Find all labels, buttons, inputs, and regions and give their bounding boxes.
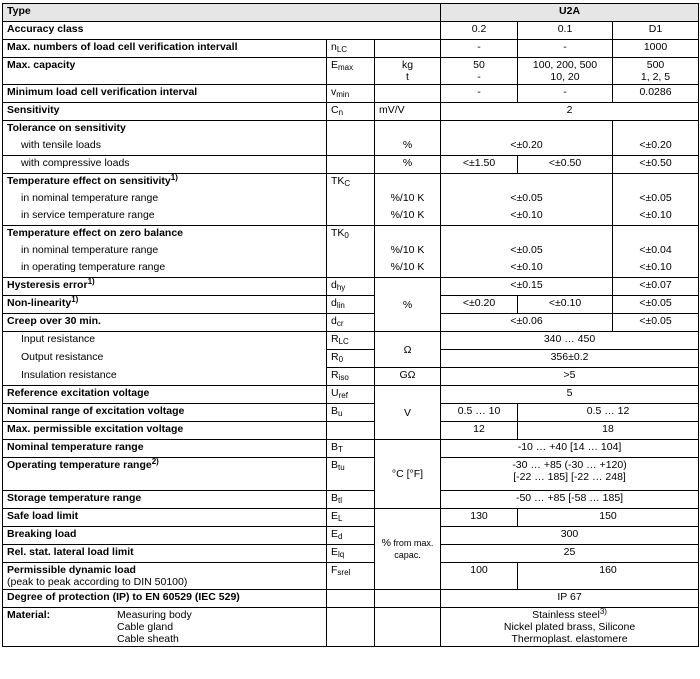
type-label: Type: [3, 4, 441, 22]
reference-excitation-symbol: Uref: [327, 386, 375, 404]
dynamic-load-bc: 160: [518, 563, 699, 590]
tk0-nominal-label: in nominal temperature range: [3, 243, 327, 260]
accuracy-class-c2: 0.1: [518, 22, 613, 40]
material-cable-gland: Cable gland: [117, 621, 174, 633]
operating-temperature-value: -30 … +85 (-30 … +120) [-22 … 185] [-22 … 248]: [441, 458, 699, 491]
insulation-resistance-symbol: Riso: [327, 368, 375, 386]
material-label: Material:: [7, 609, 51, 621]
excitation-unit: V: [375, 386, 441, 440]
breaking-load-value: 300: [441, 527, 699, 545]
tkc-service-unit: %/10 K: [375, 208, 441, 226]
sensitivity-symbol: Cn: [327, 103, 375, 121]
tkc-nominal-ab: <±0.05: [441, 191, 613, 208]
input-resistance-value: 340 … 450: [441, 332, 699, 350]
row-dynamic-load: [3, 563, 699, 590]
tk0-nominal-unit: %/10 K: [375, 243, 441, 260]
tolerance-tensile-label: with tensile loads: [3, 138, 327, 156]
tolerance-compressive-b: <±0.50: [518, 156, 613, 174]
row-degree-of-protection: [3, 590, 699, 608]
tolerance-compressive-a: <±1.50: [441, 156, 518, 174]
tolerance-heading: Tolerance on sensitivity: [3, 121, 327, 139]
insulation-resistance-value: >5: [441, 368, 699, 386]
tk0-symbol: TK0: [327, 226, 375, 244]
protection-label: Degree of protection (IP) to EN 60529 (IEC 529): [3, 590, 327, 608]
nlc-c3: 1000: [613, 40, 699, 58]
row-sensitivity: [3, 103, 699, 121]
reference-excitation-value: 5: [441, 386, 699, 404]
max-capacity-label: Max. capacity: [3, 58, 327, 85]
nominal-temperature-label: Nominal temperature range: [3, 440, 327, 458]
material-cable-sheath: Cable sheath: [117, 633, 179, 645]
specification-table: [2, 3, 699, 647]
material-values: Stainless steel$^{3)}$ Nickel plated brass, Silicone Thermoplast. elastomere: [441, 608, 699, 647]
row-output-resistance: [3, 350, 699, 368]
vmin-label: Minimum load cell verification interval: [3, 85, 327, 103]
vmin-c1: -: [441, 85, 518, 103]
nominal-excitation-label: Nominal range of excitation voltage: [3, 404, 327, 422]
lateral-load-value: 25: [441, 545, 699, 563]
creep-symbol: dcr: [327, 314, 375, 332]
nominal-temperature-symbol: BT: [327, 440, 375, 458]
tolerance-tensile-c: <±0.20: [613, 138, 699, 156]
input-resistance-symbol: RLC: [327, 332, 375, 350]
lateral-load-symbol: Elq: [327, 545, 375, 563]
row-max-capacity: [3, 58, 699, 85]
row-creep: [3, 314, 699, 332]
type-model: U2A: [441, 4, 699, 22]
tk0-operating-c: <±0.10: [613, 260, 699, 278]
tkc-service-label: in service temperature range: [3, 208, 327, 226]
tk0-nominal-ab: <±0.05: [441, 243, 613, 260]
nominal-excitation-bc: 0.5 … 12: [518, 404, 699, 422]
tk0-operating-label: in operating temperature range: [3, 260, 327, 278]
insulation-resistance-unit: GΩ: [375, 368, 441, 386]
input-resistance-label: Input resistance: [3, 332, 327, 350]
row-insulation-resistance: [3, 368, 699, 386]
nlc-label: Max. numbers of load cell verification intervall: [3, 40, 327, 58]
row-hysteresis: [3, 278, 699, 296]
row-tkc-service: [3, 208, 699, 226]
row-non-linearity: [3, 296, 699, 314]
row-vmin: [3, 85, 699, 103]
tk0-heading: Temperature effect on zero balance: [3, 226, 327, 244]
tkc-symbol: TKC: [327, 174, 375, 192]
row-tk0-heading: [3, 226, 699, 244]
row-material: [3, 608, 699, 647]
row-tk0-nominal: [3, 243, 699, 260]
row-input-resistance: [3, 332, 699, 350]
tolerance-compressive-unit: %: [375, 156, 441, 174]
breaking-load-label: Breaking load: [3, 527, 327, 545]
safe-load-limit-a: 130: [441, 509, 518, 527]
non-linearity-c: <±0.05: [613, 296, 699, 314]
load-unit-percent: % from max. capac.: [375, 509, 441, 590]
row-nominal-temperature: [3, 440, 699, 458]
nominal-temperature-value: -10 … +40 [14 … 104]: [441, 440, 699, 458]
row-lateral-load: [3, 545, 699, 563]
resistance-unit-ohm: Ω: [375, 332, 441, 368]
non-linearity-b: <±0.10: [518, 296, 613, 314]
operating-temperature-label: Operating temperature range$^{2)}$: [3, 458, 327, 491]
reference-excitation-label: Reference excitation voltage: [3, 386, 327, 404]
hysteresis-label: Hysteresis error$^{1)}$: [3, 278, 327, 296]
max-capacity-units: kg t: [375, 58, 441, 85]
tk0-nominal-c: <±0.04: [613, 243, 699, 260]
tolerance-compressive-label: with compressive loads: [3, 156, 327, 174]
row-tolerance-heading: [3, 121, 699, 139]
row-tk0-operating: [3, 260, 699, 278]
storage-temperature-label: Storage temperature range: [3, 491, 327, 509]
max-excitation-label: Max. permissible excitation voltage: [3, 422, 327, 440]
material-label-cell: [3, 608, 327, 647]
non-linearity-symbol: dlin: [327, 296, 375, 314]
creep-label: Creep over 30 min.: [3, 314, 327, 332]
max-capacity-symbol: Emax: [327, 58, 375, 85]
dynamic-load-a: 100: [441, 563, 518, 590]
temperature-unit: °C [°F]: [375, 440, 441, 509]
sensitivity-label: Sensitivity: [3, 103, 327, 121]
nlc-symbol: nLC: [327, 40, 375, 58]
non-linearity-a: <±0.20: [441, 296, 518, 314]
nlc-unit: [375, 40, 441, 58]
output-resistance-label: Output resistance: [3, 350, 327, 368]
row-operating-temperature: [3, 458, 699, 491]
storage-temperature-value: -50 … +85 [-58 … 185]: [441, 491, 699, 509]
max-capacity-c2: 100, 200, 500 10, 20: [518, 58, 613, 85]
tk0-operating-ab: <±0.10: [441, 260, 613, 278]
tkc-nominal-c: <±0.05: [613, 191, 699, 208]
sensitivity-value: 2: [441, 103, 699, 121]
row-tkc-heading: [3, 174, 699, 192]
operating-temperature-symbol: Btu: [327, 458, 375, 491]
hys-lin-creep-unit: %: [375, 278, 441, 332]
tolerance-tensile-unit: %: [375, 138, 441, 156]
output-resistance-symbol: R0: [327, 350, 375, 368]
max-excitation-a: 12: [441, 422, 518, 440]
dynamic-load-symbol: Fsrel: [327, 563, 375, 590]
sensitivity-unit: mV/V: [375, 103, 441, 121]
insulation-resistance-label: Insulation resistance: [3, 368, 327, 386]
vmin-symbol: vmin: [327, 85, 375, 103]
tolerance-tensile-ab: <±0.20: [441, 138, 613, 156]
safe-load-limit-label: Safe load limit: [3, 509, 327, 527]
breaking-load-symbol: Ed: [327, 527, 375, 545]
material-measuring-body: Measuring body: [117, 609, 192, 621]
vmin-unit: [375, 85, 441, 103]
row-tolerance-tensile: [3, 138, 699, 156]
row-storage-temperature: [3, 491, 699, 509]
dynamic-load-label: Permissible dynamic load (peak to peak according to DIN 50100): [3, 563, 327, 590]
protection-value: IP 67: [441, 590, 699, 608]
tk0-operating-unit: %/10 K: [375, 260, 441, 278]
non-linearity-label: Non-linearity$^{1)}$: [3, 296, 327, 314]
hysteresis-symbol: dhy: [327, 278, 375, 296]
tolerance-compressive-c: <±0.50: [613, 156, 699, 174]
max-capacity-c1: 50 -: [441, 58, 518, 85]
output-resistance-value: 356±0.2: [441, 350, 699, 368]
accuracy-class-label: Accuracy class: [3, 22, 441, 40]
tkc-nominal-unit: %/10 K: [375, 191, 441, 208]
row-nlc: [3, 40, 699, 58]
row-nominal-excitation: [3, 404, 699, 422]
hysteresis-ab: <±0.15: [441, 278, 613, 296]
row-type: [3, 4, 699, 22]
tkc-heading: Temperature effect on sensitivity$^{1)}$: [3, 174, 327, 192]
accuracy-class-c1: 0.2: [441, 22, 518, 40]
creep-ab: <±0.06: [441, 314, 613, 332]
row-reference-excitation: [3, 386, 699, 404]
safe-load-limit-bc: 150: [518, 509, 699, 527]
nlc-c1: -: [441, 40, 518, 58]
row-accuracy-class: [3, 22, 699, 40]
tkc-nominal-label: in nominal temperature range: [3, 191, 327, 208]
creep-c: <±0.05: [613, 314, 699, 332]
nlc-c2: -: [518, 40, 613, 58]
row-max-excitation: [3, 422, 699, 440]
vmin-c2: -: [518, 85, 613, 103]
tkc-service-c: <±0.10: [613, 208, 699, 226]
row-tolerance-compressive: [3, 156, 699, 174]
storage-temperature-symbol: Btl: [327, 491, 375, 509]
row-safe-load-limit: [3, 509, 699, 527]
nominal-excitation-symbol: Bu: [327, 404, 375, 422]
safe-load-limit-symbol: EL: [327, 509, 375, 527]
accuracy-class-c3: D1: [613, 22, 699, 40]
hysteresis-c: <±0.07: [613, 278, 699, 296]
max-capacity-c3: 500 1, 2, 5: [613, 58, 699, 85]
row-tkc-nominal: [3, 191, 699, 208]
nominal-excitation-a: 0.5 … 10: [441, 404, 518, 422]
tkc-service-ab: <±0.10: [441, 208, 613, 226]
lateral-load-label: Rel. stat. lateral load limit: [3, 545, 327, 563]
vmin-c3: 0.0286: [613, 85, 699, 103]
max-excitation-bc: 18: [518, 422, 699, 440]
row-breaking-load: [3, 527, 699, 545]
